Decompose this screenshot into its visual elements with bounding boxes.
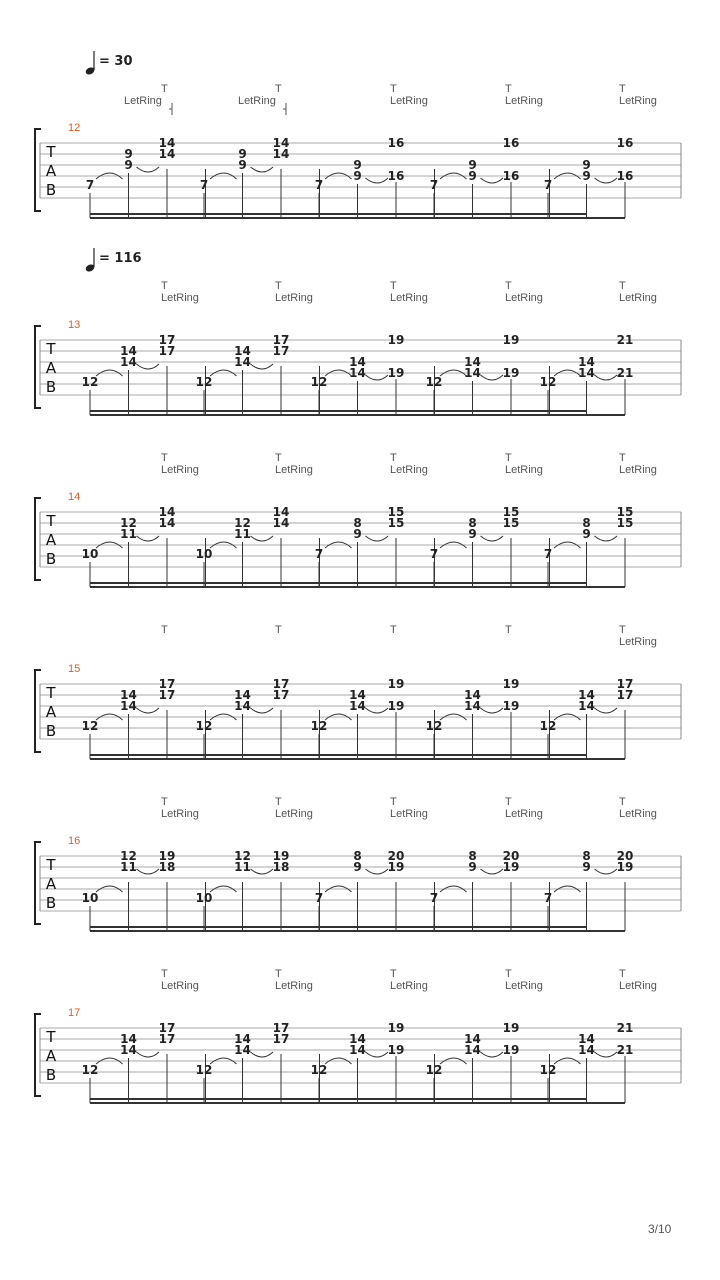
fret-number: 12 xyxy=(81,719,99,733)
tap-marker: T xyxy=(505,452,512,464)
tab-clef-letter: B xyxy=(45,1066,57,1084)
tap-marker: T xyxy=(275,796,282,808)
tie-arc xyxy=(481,375,504,380)
fret-number: 12 xyxy=(195,719,213,733)
fret-number: 17 xyxy=(158,1032,176,1046)
fret-number: 9 xyxy=(124,158,133,172)
let-ring-label: LetRing xyxy=(161,292,199,304)
fret-number: 14 xyxy=(158,516,176,530)
tie-arc xyxy=(366,1052,389,1057)
fret-number: 14 xyxy=(464,688,481,702)
fret-number: 14 xyxy=(349,1032,366,1046)
tie-arc xyxy=(251,364,274,369)
fret-number: 17 xyxy=(158,688,176,702)
fret-number: 19 xyxy=(387,366,405,380)
let-ring-label: LetRing xyxy=(275,464,313,476)
let-ring-label: LetRing xyxy=(619,95,657,107)
tap-marker: T xyxy=(161,968,168,980)
tie-arc xyxy=(595,375,618,380)
fret-number: 9 xyxy=(582,158,591,172)
tie-arc xyxy=(137,708,160,713)
fret-number: 9 xyxy=(124,147,133,161)
tie-arc xyxy=(366,536,389,541)
fret-number: 14 xyxy=(120,1043,137,1057)
fret-number: 7 xyxy=(199,178,209,192)
fret-number: 19 xyxy=(502,1021,520,1035)
measure-number: 15 xyxy=(68,663,81,675)
fret-number: 12 xyxy=(120,849,137,863)
tie-arc xyxy=(366,869,389,874)
fret-number: 10 xyxy=(195,891,213,905)
fret-number: 14 xyxy=(578,366,595,380)
fret-number: 14 xyxy=(234,688,251,702)
fret-number: 21 xyxy=(616,1043,634,1057)
tap-marker: T xyxy=(390,968,397,980)
fret-number: 9 xyxy=(582,527,591,541)
fret-number: 18 xyxy=(272,860,290,874)
fret-number: 15 xyxy=(616,516,634,530)
tap-marker: T xyxy=(505,83,512,95)
tie-arc xyxy=(366,708,389,713)
let-ring-label: LetRing xyxy=(275,980,313,992)
tap-marker: T xyxy=(619,968,626,980)
fret-number: 17 xyxy=(158,344,176,358)
fret-number: 14 xyxy=(234,699,251,713)
fret-number: 12 xyxy=(539,1063,557,1077)
tie-arc xyxy=(595,536,618,541)
tie-arc xyxy=(137,167,160,172)
fret-number: 14 xyxy=(272,136,290,150)
fret-number: 11 xyxy=(120,527,137,541)
fret-number: 19 xyxy=(502,1043,520,1057)
tempo-marking: = 116 xyxy=(99,251,142,266)
tap-marker: T xyxy=(161,624,168,636)
tap-marker: T xyxy=(161,83,168,95)
tie-arc xyxy=(137,364,160,369)
fret-number: 19 xyxy=(502,860,520,874)
measure-number: 14 xyxy=(68,491,81,503)
fret-number: 19 xyxy=(387,860,405,874)
tap-marker: T xyxy=(619,452,626,464)
fret-number: 14 xyxy=(158,505,176,519)
let-ring-label: LetRing xyxy=(161,980,199,992)
fret-number: 7 xyxy=(314,547,324,561)
tab-clef-letter: A xyxy=(45,703,57,721)
fret-number: 14 xyxy=(578,1043,595,1057)
tap-marker: T xyxy=(619,83,626,95)
let-ring-label: LetRing xyxy=(505,464,543,476)
fret-number: 9 xyxy=(353,158,362,172)
fret-number: 12 xyxy=(195,1063,213,1077)
fret-number: 14 xyxy=(234,344,251,358)
fret-number: 20 xyxy=(387,849,405,863)
fret-number: 12 xyxy=(120,516,137,530)
fret-number: 19 xyxy=(502,366,520,380)
tap-marker: T xyxy=(275,968,282,980)
fret-number: 19 xyxy=(387,677,405,691)
fret-number: 16 xyxy=(387,136,405,150)
let-ring-label: LetRing xyxy=(390,808,428,820)
fret-number: 7 xyxy=(429,891,439,905)
fret-number: 9 xyxy=(582,169,591,183)
tap-marker: T xyxy=(161,452,168,464)
fret-number: 17 xyxy=(272,677,290,691)
fret-number: 12 xyxy=(310,375,328,389)
fret-number: 11 xyxy=(234,860,251,874)
fret-number: 12 xyxy=(539,375,557,389)
fret-number: 8 xyxy=(353,849,362,863)
fret-number: 15 xyxy=(502,516,520,530)
let-ring-label: LetRing xyxy=(505,292,543,304)
fret-number: 17 xyxy=(272,333,290,347)
fret-number: 9 xyxy=(353,860,362,874)
tie-arc xyxy=(481,708,504,713)
tap-marker: T xyxy=(505,280,512,292)
tab-clef-letter: B xyxy=(45,378,57,396)
tie-arc xyxy=(137,1052,160,1057)
measure-number: 13 xyxy=(68,319,81,331)
tempo-marking: = 30 xyxy=(99,54,133,69)
tie-arc xyxy=(251,708,274,713)
fret-number: 9 xyxy=(238,147,247,161)
fret-number: 20 xyxy=(616,849,634,863)
fret-number: 12 xyxy=(425,1063,443,1077)
tab-clef-letter: T xyxy=(46,512,56,530)
fret-number: 19 xyxy=(502,333,520,347)
tie-arc xyxy=(595,708,618,713)
fret-number: 14 xyxy=(349,366,366,380)
fret-number: 14 xyxy=(349,699,366,713)
tab-clef-letter: T xyxy=(46,1028,56,1046)
fret-number: 19 xyxy=(502,677,520,691)
fret-number: 20 xyxy=(502,849,520,863)
tab-clef-letter: B xyxy=(45,722,57,740)
let-ring-label: LetRing xyxy=(238,95,276,107)
fret-number: 12 xyxy=(425,375,443,389)
tap-marker: T xyxy=(275,624,282,636)
tap-marker: T xyxy=(390,624,397,636)
fret-number: 12 xyxy=(310,1063,328,1077)
tap-marker: T xyxy=(161,280,168,292)
tie-arc xyxy=(595,869,618,874)
let-ring-end-marker xyxy=(283,103,286,115)
measure-number: 17 xyxy=(68,1007,81,1019)
tap-marker: T xyxy=(505,624,512,636)
fret-number: 12 xyxy=(195,375,213,389)
fret-number: 19 xyxy=(272,849,290,863)
fret-number: 16 xyxy=(616,136,634,150)
fret-number: 14 xyxy=(158,136,176,150)
fret-number: 21 xyxy=(616,1021,634,1035)
let-ring-label: LetRing xyxy=(505,980,543,992)
tap-marker: T xyxy=(275,83,282,95)
fret-number: 15 xyxy=(616,505,634,519)
tie-arc xyxy=(251,869,274,874)
let-ring-label: LetRing xyxy=(619,292,657,304)
tab-clef-letter: A xyxy=(45,162,57,180)
page-number: 3/10 xyxy=(648,1222,672,1236)
fret-number: 14 xyxy=(578,1032,595,1046)
let-ring-label: LetRing xyxy=(505,808,543,820)
let-ring-label: LetRing xyxy=(390,464,428,476)
fret-number: 19 xyxy=(387,699,405,713)
fret-number: 10 xyxy=(81,547,99,561)
fret-number: 14 xyxy=(234,1043,251,1057)
fret-number: 14 xyxy=(578,355,595,369)
fret-number: 11 xyxy=(120,860,137,874)
fret-number: 7 xyxy=(85,178,95,192)
fret-number: 12 xyxy=(310,719,328,733)
fret-number: 9 xyxy=(468,860,477,874)
fret-number: 15 xyxy=(502,505,520,519)
let-ring-label: LetRing xyxy=(619,464,657,476)
tie-arc xyxy=(481,178,504,183)
fret-number: 14 xyxy=(464,1043,481,1057)
tap-marker: T xyxy=(275,280,282,292)
tap-marker: T xyxy=(619,796,626,808)
fret-number: 9 xyxy=(468,169,477,183)
fret-number: 12 xyxy=(81,375,99,389)
fret-number: 7 xyxy=(314,891,324,905)
fret-number: 16 xyxy=(502,169,520,183)
fret-number: 19 xyxy=(387,333,405,347)
tie-arc xyxy=(481,869,504,874)
fret-number: 9 xyxy=(468,527,477,541)
fret-number: 14 xyxy=(158,147,176,161)
fret-number: 14 xyxy=(464,699,481,713)
fret-number: 7 xyxy=(314,178,324,192)
tie-arc xyxy=(481,536,504,541)
fret-number: 10 xyxy=(195,547,213,561)
fret-number: 14 xyxy=(464,366,481,380)
fret-number: 14 xyxy=(120,1032,137,1046)
fret-number: 8 xyxy=(468,516,477,530)
fret-number: 15 xyxy=(387,516,405,530)
tab-clef-letter: A xyxy=(45,875,57,893)
fret-number: 8 xyxy=(468,849,477,863)
let-ring-label: LetRing xyxy=(390,95,428,107)
tap-marker: T xyxy=(390,83,397,95)
fret-number: 21 xyxy=(616,366,634,380)
fret-number: 14 xyxy=(234,1032,251,1046)
tie-arc xyxy=(251,1052,274,1057)
fret-number: 14 xyxy=(120,688,137,702)
fret-number: 17 xyxy=(272,344,290,358)
tap-marker: T xyxy=(390,280,397,292)
fret-number: 14 xyxy=(578,699,595,713)
fret-number: 7 xyxy=(429,178,439,192)
fret-number: 19 xyxy=(387,1043,405,1057)
let-ring-label: LetRing xyxy=(619,980,657,992)
fret-number: 8 xyxy=(353,516,362,530)
tie-arc xyxy=(251,167,274,172)
fret-number: 12 xyxy=(81,1063,99,1077)
tie-arc xyxy=(481,1052,504,1057)
let-ring-label: LetRing xyxy=(505,95,543,107)
fret-number: 8 xyxy=(582,849,591,863)
tab-clef-letter: A xyxy=(45,531,57,549)
fret-number: 14 xyxy=(349,1043,366,1057)
fret-number: 7 xyxy=(543,891,553,905)
let-ring-label: LetRing xyxy=(619,808,657,820)
tab-clef-letter: T xyxy=(46,340,56,358)
fret-number: 7 xyxy=(429,547,439,561)
tab-clef-letter: T xyxy=(46,684,56,702)
fret-number: 12 xyxy=(425,719,443,733)
fret-number: 17 xyxy=(616,677,634,691)
fret-number: 9 xyxy=(353,527,362,541)
fret-number: 9 xyxy=(468,158,477,172)
fret-number: 14 xyxy=(464,1032,481,1046)
fret-number: 10 xyxy=(81,891,99,905)
measure-number: 16 xyxy=(68,835,81,847)
fret-number: 17 xyxy=(272,1021,290,1035)
fret-number: 9 xyxy=(582,860,591,874)
fret-number: 14 xyxy=(272,505,290,519)
tab-clef-letter: A xyxy=(45,359,57,377)
fret-number: 14 xyxy=(464,355,481,369)
measure-number: 12 xyxy=(68,122,81,134)
fret-number: 14 xyxy=(120,344,137,358)
tap-marker: T xyxy=(161,796,168,808)
fret-number: 14 xyxy=(349,688,366,702)
fret-number: 14 xyxy=(234,355,251,369)
tap-marker: T xyxy=(505,796,512,808)
fret-number: 14 xyxy=(578,688,595,702)
fret-number: 14 xyxy=(272,516,290,530)
fret-number: 17 xyxy=(158,333,176,347)
let-ring-end-marker xyxy=(169,103,172,115)
fret-number: 17 xyxy=(158,677,176,691)
tab-clef-letter: B xyxy=(45,181,57,199)
tie-arc xyxy=(137,869,160,874)
let-ring-label: LetRing xyxy=(390,980,428,992)
tie-arc xyxy=(251,536,274,541)
tie-arc xyxy=(595,178,618,183)
tab-clef-letter: T xyxy=(46,143,56,161)
tap-marker: T xyxy=(390,796,397,808)
let-ring-label: LetRing xyxy=(124,95,162,107)
fret-number: 14 xyxy=(272,147,290,161)
fret-number: 17 xyxy=(272,1032,290,1046)
fret-number: 18 xyxy=(158,860,176,874)
fret-number: 19 xyxy=(387,1021,405,1035)
fret-number: 19 xyxy=(616,860,634,874)
tab-clef-letter: T xyxy=(46,856,56,874)
let-ring-label: LetRing xyxy=(275,292,313,304)
fret-number: 9 xyxy=(238,158,247,172)
fret-number: 9 xyxy=(353,169,362,183)
fret-number: 19 xyxy=(158,849,176,863)
fret-number: 7 xyxy=(543,547,553,561)
tab-clef-letter: A xyxy=(45,1047,57,1065)
fret-number: 14 xyxy=(120,355,137,369)
tap-marker: T xyxy=(275,452,282,464)
fret-number: 17 xyxy=(158,1021,176,1035)
let-ring-label: LetRing xyxy=(275,808,313,820)
let-ring-label: LetRing xyxy=(161,464,199,476)
fret-number: 12 xyxy=(539,719,557,733)
tie-arc xyxy=(137,536,160,541)
tie-arc xyxy=(595,1052,618,1057)
fret-number: 8 xyxy=(582,516,591,530)
fret-number: 21 xyxy=(616,333,634,347)
fret-number: 15 xyxy=(387,505,405,519)
fret-number: 16 xyxy=(616,169,634,183)
tap-marker: T xyxy=(619,280,626,292)
let-ring-label: LetRing xyxy=(619,636,657,648)
fret-number: 12 xyxy=(234,516,251,530)
fret-number: 19 xyxy=(502,699,520,713)
tie-arc xyxy=(366,178,389,183)
fret-number: 17 xyxy=(616,688,634,702)
tie-arc xyxy=(366,375,389,380)
fret-number: 7 xyxy=(543,178,553,192)
fret-number: 17 xyxy=(272,688,290,702)
fret-number: 11 xyxy=(234,527,251,541)
let-ring-label: LetRing xyxy=(161,808,199,820)
tab-clef-letter: B xyxy=(45,550,57,568)
tap-marker: T xyxy=(505,968,512,980)
fret-number: 14 xyxy=(349,355,366,369)
tab-clef-letter: B xyxy=(45,894,57,912)
tap-marker: T xyxy=(390,452,397,464)
tap-marker: T xyxy=(619,624,626,636)
fret-number: 12 xyxy=(234,849,251,863)
let-ring-label: LetRing xyxy=(390,292,428,304)
fret-number: 16 xyxy=(387,169,405,183)
fret-number: 16 xyxy=(502,136,520,150)
fret-number: 14 xyxy=(120,699,137,713)
